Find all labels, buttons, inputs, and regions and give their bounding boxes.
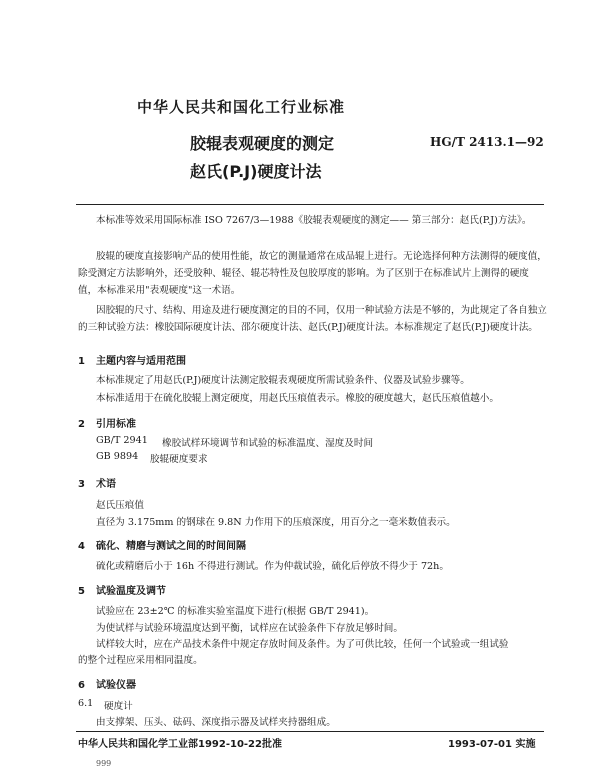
issuing-organization: 中华人民共和国化工行业标准 bbox=[137, 98, 346, 116]
section-text: 的整个过程应采用相同温度。 bbox=[78, 655, 203, 666]
section-heading bbox=[78, 352, 186, 367]
section-title: 主题内容与适用范围 bbox=[96, 356, 186, 367]
standard-code: HG/T 2413.1—92 bbox=[430, 135, 544, 149]
effective-date: 1993-07-01 实施 bbox=[448, 739, 536, 750]
reference-name: 胶辊硬度要求 bbox=[150, 454, 208, 465]
section-title: 引用标准 bbox=[96, 419, 136, 430]
section-title: 硫化、精磨与测试之间的时间间隔 bbox=[96, 541, 246, 552]
section-title: 术语 bbox=[96, 479, 116, 490]
section-heading bbox=[78, 475, 116, 490]
section-text: 由支撑架、压头、砝码、深度指示器及试样夹持器组成。 bbox=[96, 717, 336, 728]
section-number: 3 bbox=[78, 479, 85, 490]
section-number: 1 bbox=[78, 356, 85, 367]
subsection-number: 6.1 bbox=[78, 698, 94, 709]
section-heading bbox=[78, 537, 246, 552]
section-number: 4 bbox=[78, 541, 85, 552]
section-number: 2 bbox=[78, 419, 85, 430]
section-text: 为使试样与试验环境温度达到平衡，试样应在试验条件下存放足够时间。 bbox=[96, 623, 403, 634]
section-title: 试验温度及调节 bbox=[96, 586, 166, 597]
section-number: 6 bbox=[78, 680, 85, 691]
intro-paragraph: 本标准等效采用国际标准 ISO 7267/3—1988《胶辊表观硬度的测定—— 第三部分：赵氏(P.J)方法》。 bbox=[96, 215, 532, 226]
reference-code: GB 9894 bbox=[96, 451, 139, 462]
term-definition: 直径为 3.175mm 的钢球在 9.8N 力作用下的压痕深度，用百分之一毫米数值表示。 bbox=[96, 517, 456, 528]
document-subtitle: 赵氏(P.J)硬度计法 bbox=[190, 162, 322, 181]
section-title: 试验仪器 bbox=[96, 680, 136, 691]
section-heading bbox=[78, 582, 166, 597]
reference-name: 橡胶试样环境调节和试验的标准温度、湿度及时间 bbox=[162, 438, 374, 449]
intro-paragraph: 因胶辊的尺寸、结构、用途及进行硬度测定的目的不同，仅用一种试验方法是不够的，为此规定了各自独立的三种试验方法：橡胶国际硬度计法、邵尔硬度计法、赵氏(P.J)硬度计法。本标准规定了赵氏(P.J)硬度计法。 bbox=[78, 305, 547, 333]
document-title: 胶辊表观硬度的测定 bbox=[190, 134, 335, 153]
subsection-title: 硬度计 bbox=[104, 701, 133, 712]
approval-date: 中华人民共和国化学工业部1992-10-22批准 bbox=[78, 739, 282, 750]
section-number: 5 bbox=[78, 586, 85, 597]
term: 赵氏压痕值 bbox=[96, 500, 144, 511]
reference-code: GB/T 2941 bbox=[96, 435, 148, 446]
page-number: 999 bbox=[96, 759, 112, 768]
footer-divider bbox=[76, 731, 544, 732]
section-text: 试样较大时，应在产品技术条件中规定存放时间及条件。为了可供比较，任何一个试验或一组试验 bbox=[96, 639, 509, 650]
section-text: 本标准适用于在硫化胶辊上测定硬度，用赵氏压痕值表示。橡胶的硬度越大，赵氏压痕值越小。 bbox=[96, 393, 499, 404]
header-divider bbox=[76, 204, 544, 205]
intro-paragraph: 胶辊的硬度直接影响产品的使用性能，故它的测量通常在成品辊上进行。无论选择何种方法测得的硬度值，除受测定方法影响外，还受胶种、辊径、辊芯特性及包胶厚度的影响。为了区别于在标准试片上测得的硬度值，本标准采用"表观硬度"这一术语。 bbox=[78, 251, 547, 296]
section-text: 硫化或精磨后小于 16h 不得进行测试。作为仲裁试验，硫化后停放不得少于 72h。 bbox=[96, 561, 449, 572]
section-heading bbox=[78, 676, 136, 691]
section-text: 本标准规定了用赵氏(P.J)硬度计法测定胶辊表观硬度所需试验条件、仪器及试验步骤等。 bbox=[96, 375, 470, 386]
section-text: 试验应在 23±2℃ 的标准实验室温度下进行(根据 GB/T 2941)。 bbox=[96, 606, 375, 617]
section-heading bbox=[78, 415, 136, 430]
